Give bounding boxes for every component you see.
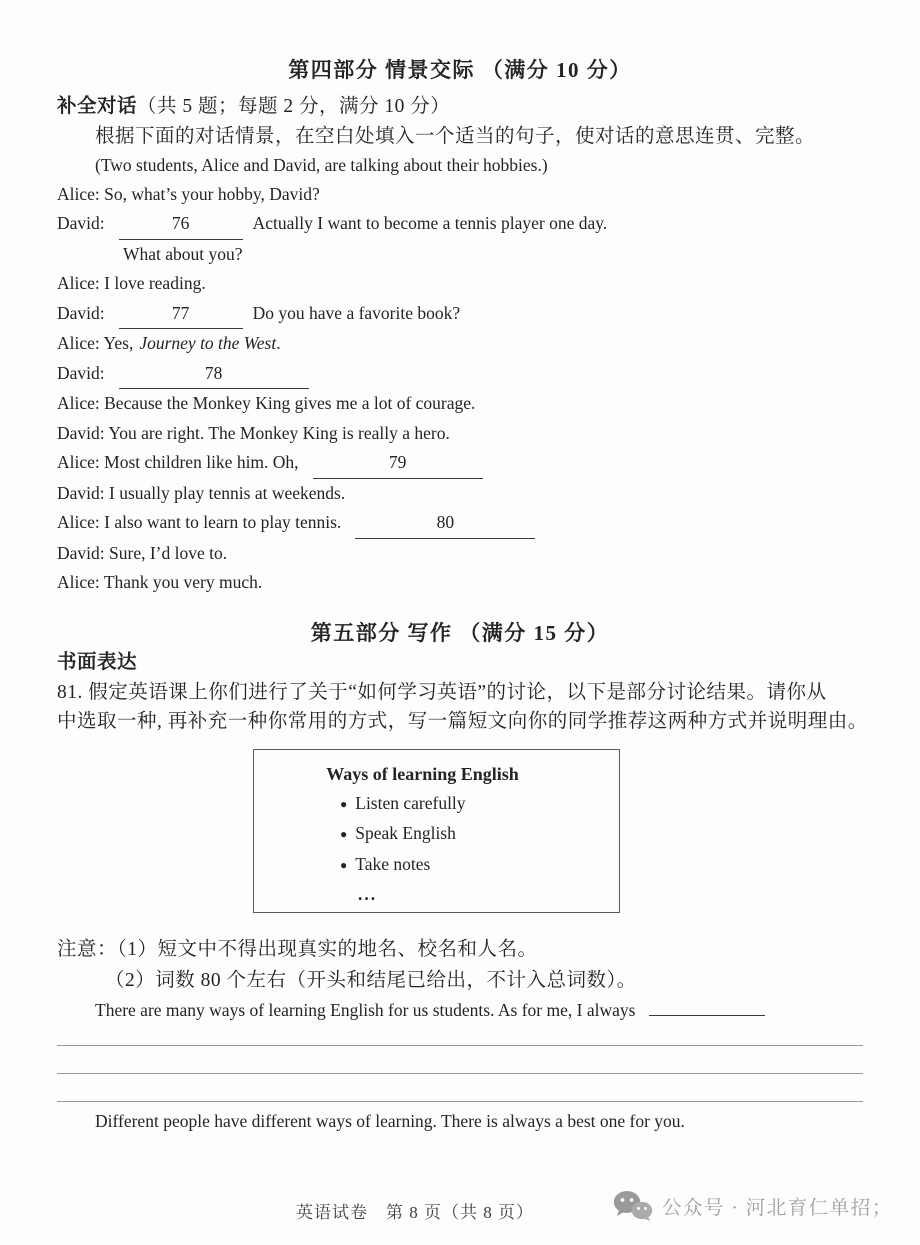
ways-item-label: Speak English bbox=[355, 823, 456, 843]
writing-prompt-line2: 中选取一种, 再补充一种你常用的方式，写一篇短文向你的同学推荐这两种方式并说明理由。 bbox=[57, 711, 868, 732]
dialogue-text: Alice: I also want to learn to play tennis. bbox=[57, 512, 342, 532]
dialogue-line bbox=[57, 508, 863, 539]
dialogue-text: David: bbox=[57, 213, 105, 233]
writing-heading: 书面表达 bbox=[57, 651, 138, 673]
dialogue-text: David: I usually play tennis at weekends. bbox=[57, 482, 346, 503]
note-line: （2）词数 80 个左右（开头和结尾已给出，不计入总词数）。 bbox=[105, 969, 637, 991]
dialogue-line bbox=[57, 479, 863, 509]
ways-of-learning-box bbox=[253, 749, 620, 913]
dialogue-line bbox=[57, 329, 863, 359]
ways-item bbox=[254, 850, 619, 881]
dialogue-text: Alice: Because the Monkey King gives me a lot of courage. bbox=[57, 393, 476, 413]
essay-opening bbox=[57, 996, 863, 1025]
ways-ellipsis: ... bbox=[358, 884, 378, 904]
ways-item bbox=[254, 789, 619, 820]
dialogue-setting: (Two students, Alice and David, are talking about their hobbies.) bbox=[95, 155, 548, 175]
part5-title: 第五部分 写作 （满分 15 分） bbox=[310, 620, 610, 645]
wechat-icon bbox=[612, 1190, 654, 1222]
essay-closing: Different people have different ways of learning. There is always a best one for you. bbox=[95, 1110, 685, 1131]
dialogue-text: What about you? bbox=[123, 243, 243, 264]
watermark-tail: ； bbox=[871, 1198, 893, 1219]
dialogue-line bbox=[57, 180, 863, 210]
note-line: 注意：（1）短文中不得出现真实的地名、校名和人名。 bbox=[57, 938, 538, 960]
dialogue-text: David: bbox=[57, 362, 105, 383]
writing-line bbox=[57, 1025, 863, 1046]
blank-77 bbox=[119, 299, 243, 330]
blank-number: 77 bbox=[171, 302, 190, 323]
notes bbox=[57, 934, 863, 996]
blank-80 bbox=[355, 508, 535, 539]
part4-subtitle-bold: 补全对话 bbox=[57, 96, 138, 117]
book-title-italic: Journey to the West bbox=[139, 333, 277, 353]
dialogue-text: Alice: Most children like him. Oh, bbox=[57, 452, 299, 472]
dialogue bbox=[57, 180, 863, 598]
part4-instruction: 根据下面的对话情景，在空白处填入一个适当的句子，使对话的意思连贯、完整。 bbox=[95, 126, 816, 147]
bullet-icon: ● bbox=[340, 827, 348, 841]
essay-opening-text: There are many ways of learning English for us students. As for me, I always bbox=[95, 999, 636, 1020]
dialogue-line bbox=[57, 299, 863, 330]
ways-item-label: Listen carefully bbox=[355, 792, 466, 813]
dialogue-text: David: Sure, I’d love to. bbox=[57, 542, 228, 563]
dialogue-text: David: bbox=[57, 302, 105, 323]
dialogue-line bbox=[57, 539, 863, 569]
part4-title: 第四部分 情景交际 （满分 10 分） bbox=[288, 58, 632, 82]
blank-number: 79 bbox=[388, 452, 407, 472]
dialogue-line bbox=[57, 359, 863, 390]
page-footer bbox=[0, 1188, 920, 1232]
dialogue-text: Alice: Thank you very much. bbox=[57, 572, 263, 592]
dialogue-text: David: You are right. The Monkey King is really a hero. bbox=[57, 422, 450, 443]
wechat-watermark bbox=[612, 1190, 893, 1222]
blank-number: 80 bbox=[436, 512, 455, 532]
dialogue-text: Alice: I love reading. bbox=[57, 273, 206, 293]
blank-number: 76 bbox=[171, 213, 190, 233]
dialogue-text: Alice: So, what’s your hobby, David? bbox=[57, 183, 320, 204]
dialogue-line bbox=[57, 568, 863, 598]
ways-box-title: Ways of learning English bbox=[326, 763, 519, 784]
dialogue-line bbox=[57, 269, 863, 299]
blank-78 bbox=[119, 359, 309, 390]
dialogue-text: Do you have a favorite book? bbox=[252, 302, 461, 323]
dialogue-text: Alice: Yes, bbox=[57, 333, 134, 353]
dialogue-line bbox=[57, 448, 863, 479]
ways-item-label: Take notes bbox=[355, 853, 431, 874]
blank-number: 78 bbox=[204, 362, 223, 383]
dialogue-line bbox=[57, 209, 863, 240]
dialogue-line bbox=[57, 419, 863, 449]
bullet-icon: ● bbox=[340, 857, 348, 872]
watermark-text: 公众号 · 河北育仁单招 bbox=[662, 1198, 872, 1219]
writing-line bbox=[57, 1046, 863, 1074]
blank-79 bbox=[313, 448, 483, 479]
writing-line bbox=[57, 1074, 863, 1102]
blank-76 bbox=[119, 209, 243, 240]
part4-subtitle-rest: （共 5 题；每题 2 分，满分 10 分） bbox=[137, 96, 451, 117]
dialogue-line bbox=[57, 240, 863, 270]
essay-opening-blank bbox=[649, 1015, 765, 1016]
dialogue-text: Actually I want to become a tennis player one day. bbox=[252, 213, 608, 233]
writing-prompt-line1: 81. 假定英语课上你们进行了关于“如何学习英语”的讨论，以下是部分讨论结果。请你从 bbox=[57, 681, 827, 703]
page-number-info: 英语试卷 第 8 页（共 8 页） bbox=[296, 1203, 534, 1222]
ways-item bbox=[254, 819, 619, 850]
part4-subtitle bbox=[57, 92, 863, 122]
dialogue-line bbox=[57, 389, 863, 419]
bullet-icon: ● bbox=[340, 796, 348, 811]
dialogue-text: . bbox=[276, 333, 281, 353]
